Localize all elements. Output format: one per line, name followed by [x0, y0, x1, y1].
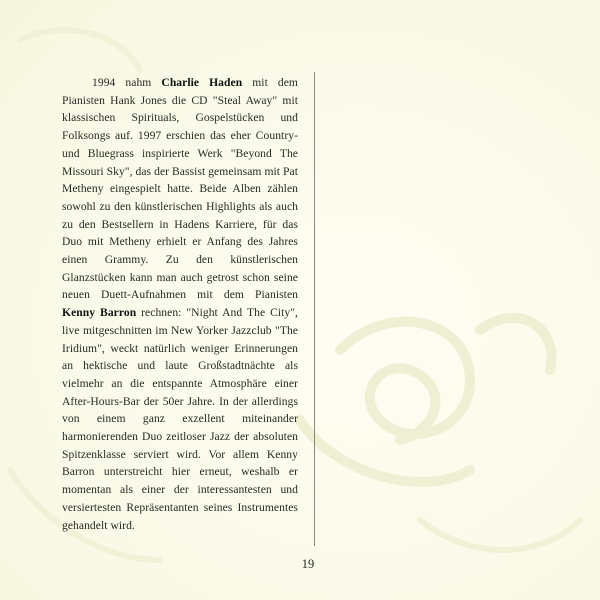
text-segment: rechnen: "Night And The City", live mitgeschnitten im New Yorker Jazzclub "The Iridium", weckt natürlich weniger Erinnerungen an hektische und laute Großstadtnächte als vielmehr an die entspannte Atmosphäre einer After-Hours-Bar der 50er Jahre. In der allerdings von einem ganz exzellent miteinander harmonierenden Duo zeitloser Jazz der absoluten Spitzenklasse serviert wird. Vor allem Kenny Barron unterstreicht hier erneut, weshalb er momentan als einer der interessantesten und versiertesten Repräsentanten seines Instrumentes gehandelt wird.: [62, 306, 298, 532]
text-segment: 1994 nahm: [92, 76, 162, 89]
page-number: 19: [301, 557, 315, 571]
vertical-divider: [314, 72, 315, 546]
artist-name-charlie-haden: Charlie Haden: [161, 76, 243, 89]
article-paragraph: [62, 74, 298, 534]
article-column: [62, 74, 298, 534]
text-segment: mit dem Pianisten Hank Jones die CD "Steal Away" mit klassischen Spirituals, Gospelstücken und Folksongs auf. 1997 erschien das eher Country- und Bluegrass inspirierte Werk "Beyond The Missouri Sky", das der Bassist gemeinsam mit Pat Metheny eingespielt hatte. Beide Alben zählen sowohl zu den künstlerischen Highlights als auch zu den Bestsellern in Hadens Karriere, für das Duo mit Metheny erhielt er Anfang des Jahres einen Grammy. Zu den künstlerischen Glanzstücken kann man auch getrost schon seine neuen Duett-Aufnahmen mit dem Pianisten: [62, 76, 298, 302]
artist-name-kenny-barron: Kenny Barron: [62, 306, 137, 320]
